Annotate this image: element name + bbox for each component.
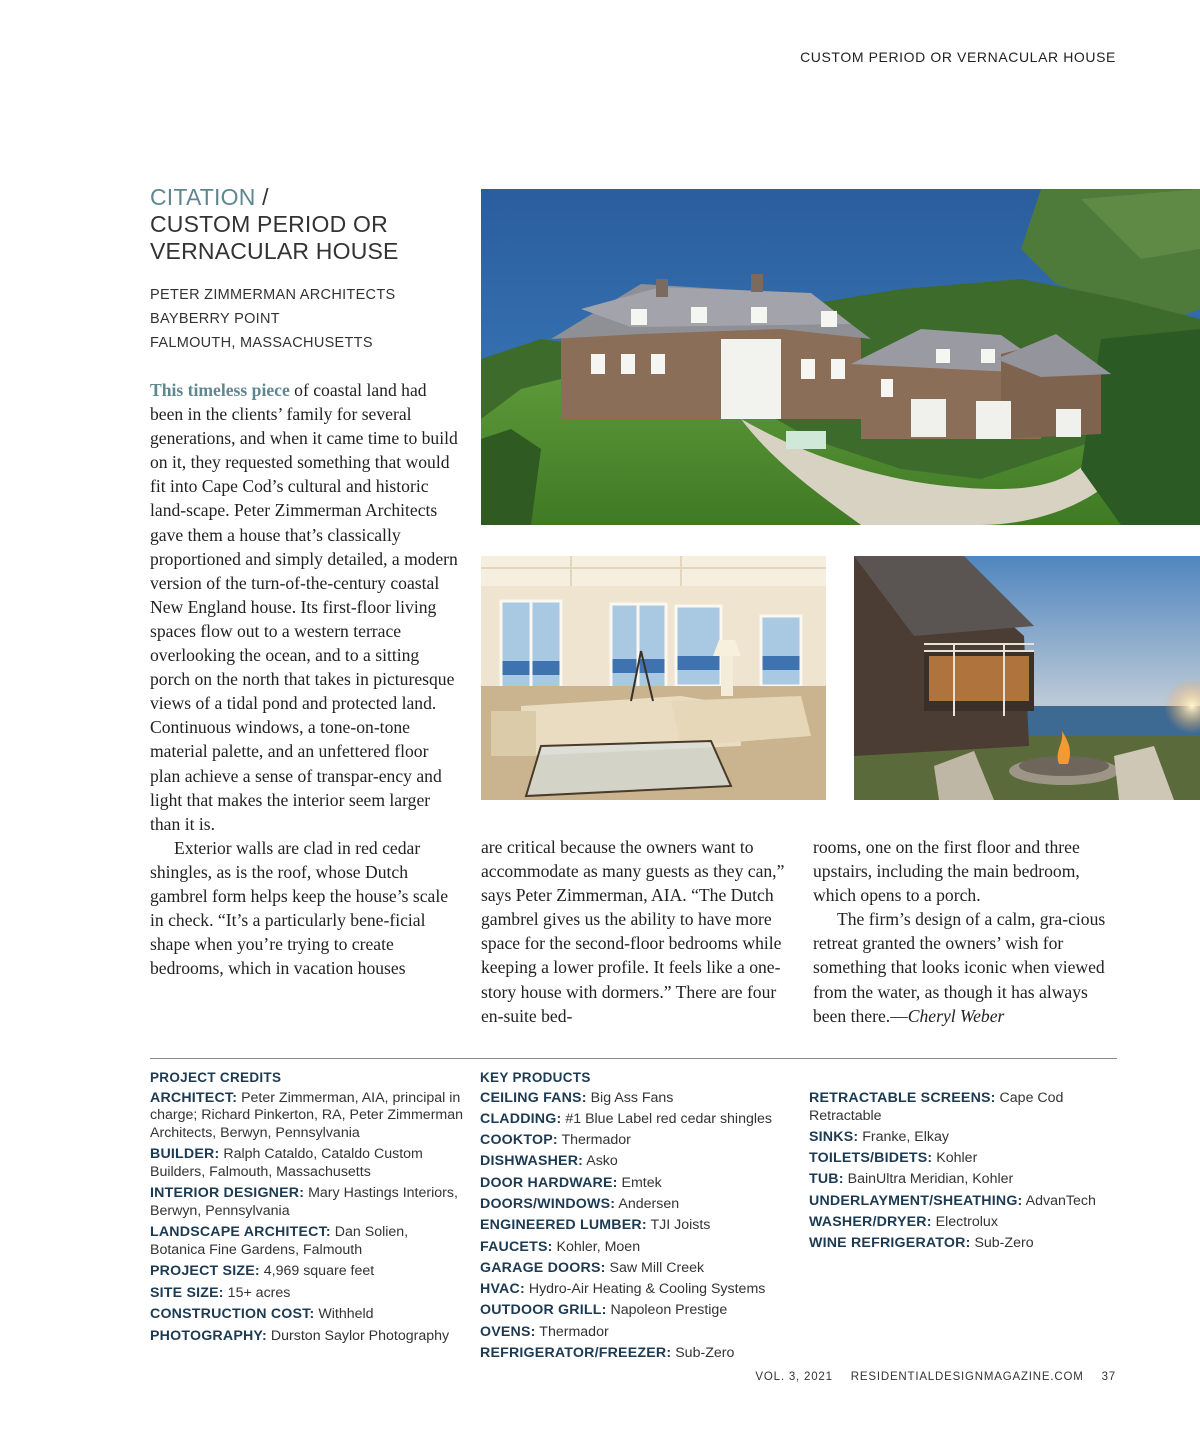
credit-item-value: Mary Hastings Interiors, Berwyn, Pennsylvania [150, 1185, 458, 1219]
credit-item [150, 1146, 465, 1181]
product-item-label: SINKS: [809, 1128, 859, 1145]
product-item [809, 1214, 1119, 1232]
credit-item [150, 1285, 465, 1303]
product-item [809, 1090, 1119, 1125]
product-item-value: Electrolux [931, 1213, 998, 1230]
paragraph: rooms, one on the first floor and three upstairs, including the main bedroom, which opens to a porch. [813, 837, 1080, 906]
product-item-label: WASHER/DRYER: [809, 1213, 932, 1230]
product-item [809, 1193, 1119, 1211]
product-item [480, 1324, 800, 1342]
product-item-label: HVAC: [480, 1281, 525, 1298]
product-item [480, 1090, 800, 1108]
product-item-label: TUB: [809, 1171, 844, 1188]
lead-in: This timeless piece [150, 380, 290, 400]
credit-item-label: ARCHITECT: [150, 1089, 238, 1106]
product-item-value: BainUltra Meridian, Kohler [843, 1171, 1014, 1188]
page-number: 37 [1101, 1371, 1116, 1383]
product-item-label: FAUCETS: [480, 1238, 553, 1255]
product-item-value: Kohler [932, 1150, 978, 1167]
credit-item-value: Withheld [314, 1306, 374, 1322]
product-item-value: Sub-Zero [671, 1345, 735, 1362]
paragraph: The firm’s design of a calm, gra-cious retreat granted the owners’ wish for something that looks iconic when viewed from the water, as though it has always been there.—Cheryl Weber [813, 909, 1106, 1026]
category-line-2: VERNACULAR HOUSE [150, 238, 399, 264]
running-head: CUSTOM PERIOD OR VERNACULAR HOUSE [800, 49, 1116, 65]
paragraph: are critical because the owners want to accommodate as many guests as they can,” says Peter Zimmerman, AIA. “The Dutch gambrel gives us the ability to have more space for the second-floor bedrooms while keeping a lower profile. It feels like a one-story house with dormers.” There are four en-suite bed- [481, 837, 785, 1026]
product-item [480, 1281, 800, 1299]
product-item [809, 1150, 1119, 1168]
product-item [480, 1345, 800, 1363]
article-column-2 [481, 835, 796, 1028]
credit-item-value: Durston Saylor Photography [266, 1327, 450, 1344]
product-item-value: TJI Joists [646, 1217, 711, 1234]
sunset-porch-photo [854, 556, 1200, 800]
product-item-value: Thermador [557, 1132, 631, 1149]
product-item [480, 1196, 800, 1214]
product-item-value: Napoleon Prestige [606, 1302, 728, 1319]
credit-item-label: LANDSCAPE ARCHITECT: [150, 1224, 331, 1240]
article-title [150, 184, 470, 265]
product-item [480, 1111, 800, 1129]
volume-label: VOL. 3, 2021 [755, 1371, 833, 1383]
product-item [809, 1235, 1119, 1253]
product-item-value: Sub-Zero [970, 1235, 1034, 1252]
product-item [480, 1239, 800, 1257]
product-item [480, 1260, 800, 1278]
credit-item [150, 1306, 465, 1324]
product-item-value: #1 Blue Label red cedar shingles [561, 1110, 772, 1127]
product-item-label: DOOR HARDWARE: [480, 1174, 618, 1191]
product-item-label: ENGINEERED LUMBER: [480, 1217, 647, 1234]
product-item-value: Andersen [615, 1195, 680, 1212]
page-footer [755, 1371, 1116, 1383]
product-item-label: WINE REFRIGERATOR: [809, 1235, 971, 1252]
product-item-value: Emtek [617, 1174, 662, 1191]
project-name: BAYBERRY POINT [150, 311, 280, 327]
magazine-site: RESIDENTIALDESIGNMAGAZINE.COM [850, 1371, 1084, 1383]
product-item-value: Saw Mill Creek [605, 1259, 705, 1276]
product-item-label: UNDERLAYMENT/SHEATHING: [809, 1192, 1023, 1209]
product-item-label: GARAGE DOORS: [480, 1259, 606, 1276]
credit-item [150, 1328, 465, 1346]
living-room-photo [481, 556, 826, 800]
product-item-label: COOKTOP: [480, 1132, 558, 1149]
credit-item-label: PHOTOGRAPHY: [150, 1327, 267, 1344]
credit-item-label: BUILDER: [150, 1146, 220, 1162]
credit-item-value: 4,969 square feet [259, 1263, 375, 1279]
category-line-1: CUSTOM PERIOD OR [150, 211, 388, 237]
title-separator: / [262, 184, 269, 210]
product-item-value: Big Ass Fans [586, 1089, 674, 1106]
award-level: CITATION [150, 184, 256, 210]
author-byline: Cheryl Weber [907, 1005, 1005, 1026]
credit-item-label: SITE SIZE: [150, 1284, 224, 1301]
product-item [480, 1217, 800, 1235]
product-item [480, 1175, 800, 1193]
product-item-label: DISHWASHER: [480, 1153, 584, 1170]
credit-item-label: CONSTRUCTION COST: [150, 1306, 315, 1322]
credit-item [150, 1090, 465, 1143]
aerial-house-photo [481, 189, 1200, 525]
credit-item-label: PROJECT SIZE: [150, 1263, 260, 1279]
product-item-value: AdvanTech [1022, 1192, 1096, 1209]
project-location: FALMOUTH, MASSACHUSETTS [150, 335, 373, 351]
section-divider [150, 1058, 1117, 1059]
project-credits [150, 1069, 465, 1349]
credit-item-value: Ralph Cataldo, Cataldo Custom Builders, Falmouth, Massachusetts [150, 1146, 423, 1180]
product-item-label: TOILETS/BIDETS: [809, 1150, 933, 1167]
credit-item-label: INTERIOR DESIGNER: [150, 1185, 305, 1201]
key-products-continued [809, 1090, 1119, 1257]
product-item-value: Hydro-Air Heating & Cooling Systems [524, 1281, 766, 1298]
product-item-label: OUTDOOR GRILL: [480, 1302, 607, 1319]
article-column-3 [813, 835, 1123, 1028]
product-item [480, 1132, 800, 1150]
products-heading: KEY PRODUCTS [480, 1070, 591, 1085]
product-item [809, 1171, 1119, 1189]
article-column-1 [150, 378, 460, 980]
credit-item-value: 15+ acres [223, 1284, 291, 1301]
product-item-label: CLADDING: [480, 1110, 562, 1127]
product-item-label: OVENS: [480, 1323, 536, 1340]
product-item [480, 1302, 800, 1320]
product-item-value: Cape Cod Retractable [809, 1090, 1064, 1124]
product-item-label: CEILING FANS: [480, 1089, 587, 1106]
product-item-value: Franke, Elkay [858, 1128, 949, 1145]
key-products [480, 1069, 800, 1366]
credit-item-value: Dan Solien, Botanica Fine Gardens, Falmouth [150, 1224, 409, 1258]
product-item [809, 1129, 1119, 1147]
paragraph: This timeless piece of coastal land had been in the clients’ family for several generations, and when it came time to build on it, they requested something that would fit into Cape Cod’s cultural and historic land-scape. Peter Zimmerman Architects gave them a house that’s classically proportioned and simply detailed, a modern version of the turn-of-the-century coastal New England house. Its first-floor living spaces flow out to a western terrace overlooking the ocean, and to a sitting porch on the north that takes in picturesque views of a tidal pond and protected land. Continuous windows, a tone-on-tone material palette, and an unfettered floor plan achieve a sense of transpar-ency and light that makes the interior seem larger than it is. [150, 380, 458, 834]
credit-item-value: Peter Zimmerman, AIA, principal in charge; Richard Pinkerton, RA, Peter Zimmerman Architects, Berwyn, Pennsylvania [150, 1089, 464, 1141]
product-item-value: Asko [583, 1153, 618, 1170]
credit-item [150, 1263, 465, 1281]
product-item-label: REFRIGERATOR/FREEZER: [480, 1345, 672, 1362]
credit-item [150, 1224, 465, 1259]
credit-item [150, 1185, 465, 1220]
firm-name: PETER ZIMMERMAN ARCHITECTS [150, 287, 396, 303]
paragraph: Exterior walls are clad in red cedar shingles, as is the roof, whose Dutch gambrel form helps keep the house’s scale in check. “It’s a particularly bene-ficial shape when you’re trying to create bedrooms, which in vacation houses [150, 837, 449, 979]
credits-heading: PROJECT CREDITS [150, 1070, 282, 1085]
project-info [150, 283, 395, 355]
product-item-label: DOORS/WINDOWS: [480, 1195, 616, 1212]
product-item [480, 1153, 800, 1171]
product-item-value: Kohler, Moen [552, 1238, 641, 1255]
product-item-label: RETRACTABLE SCREENS: [809, 1090, 996, 1106]
product-item-value: Thermador [535, 1323, 609, 1340]
